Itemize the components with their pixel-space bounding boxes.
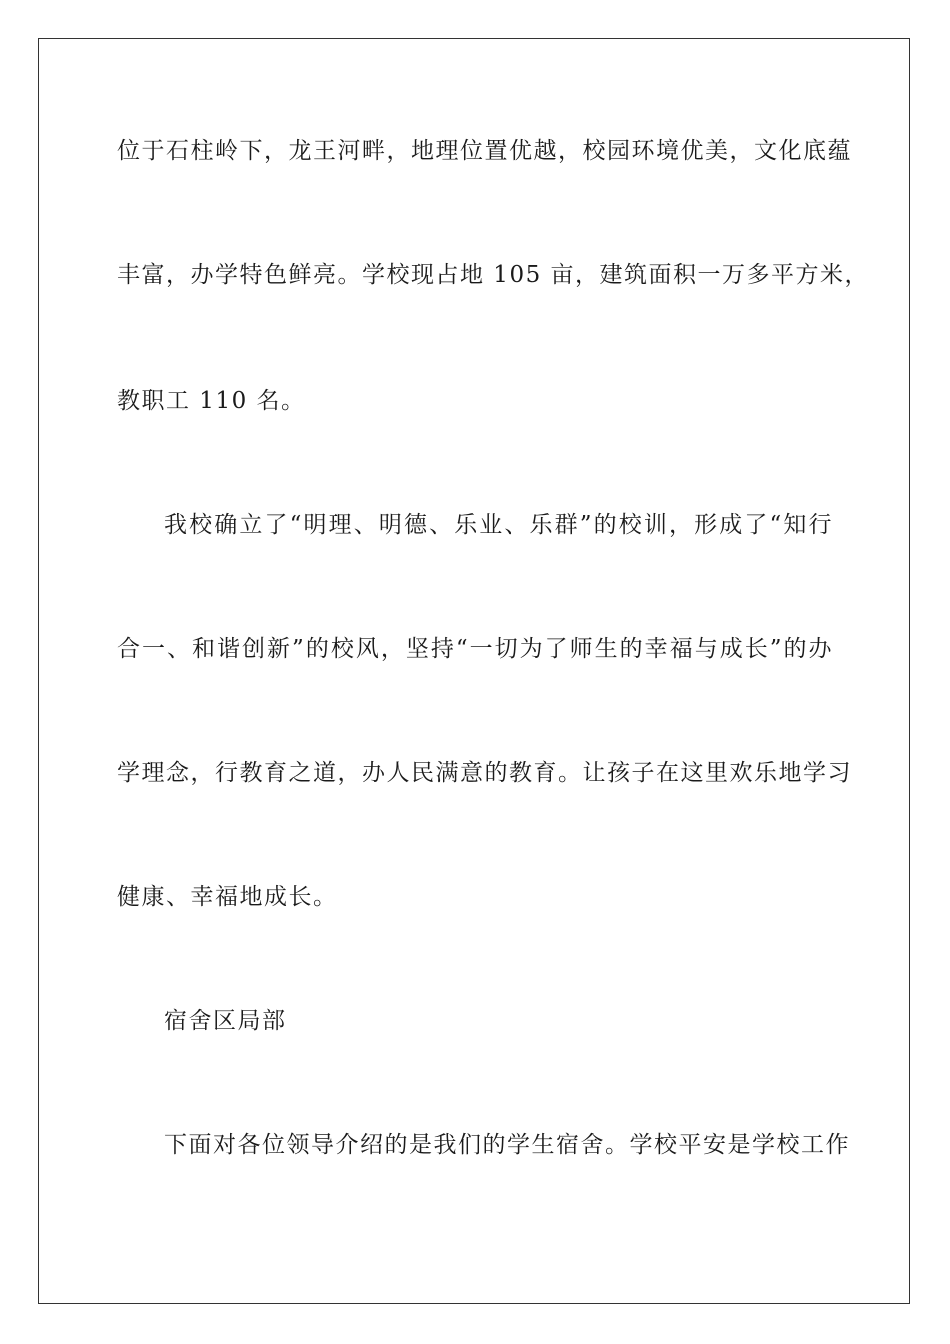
- text-line-2: 丰富，办学特色鲜亮。学校现占地 105 亩，建筑面积一万多平方米，: [117, 262, 870, 288]
- page-border: [38, 38, 910, 1304]
- text-line-9: 下面对各位领导介绍的是我们的学生宿舍。学校平安是学校工作: [164, 1132, 850, 1158]
- text-line-7: 健康、幸福地成长。: [117, 884, 338, 910]
- section-heading: 宿舍区局部: [164, 1008, 287, 1034]
- text-line-6: 学理念，行教育之道，办人民满意的教育。让孩子在这里欢乐地学习: [117, 760, 852, 786]
- text-line-3: 教职工 110 名。: [117, 388, 306, 414]
- text-line-5: 合一、和谐创新”的校风，坚持“一切为了师生的幸福与成长”的办: [117, 636, 833, 662]
- text-line-1: 位于石柱岭下，龙王河畔，地理位置优越，校园环境优美，文化底蕴: [117, 138, 852, 164]
- text-line-4: 我校确立了“明理、明德、乐业、乐群”的校训，形成了“知行: [164, 512, 833, 538]
